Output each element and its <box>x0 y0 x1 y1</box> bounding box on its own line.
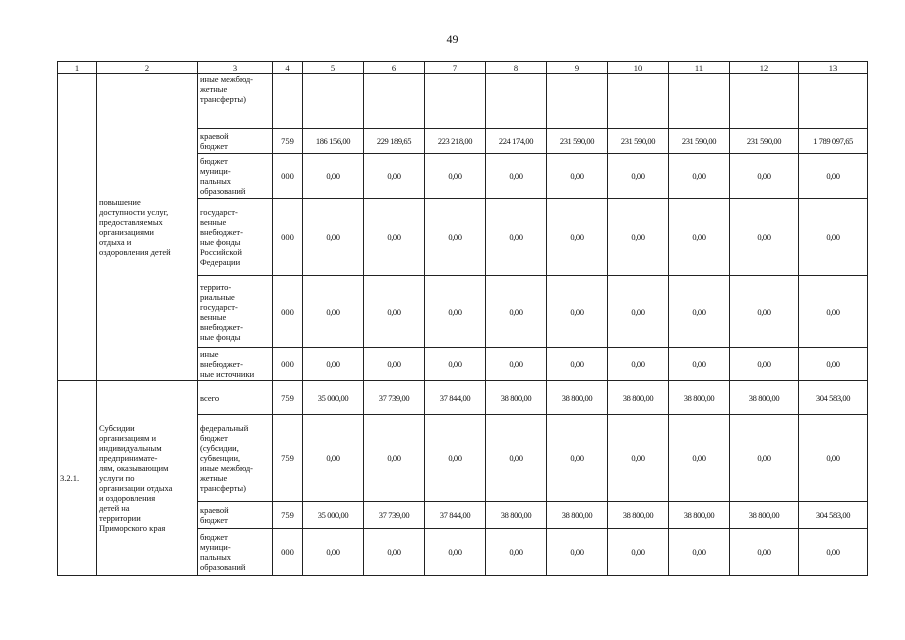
amount-cell: 0,00 <box>486 199 547 276</box>
description-line: услуги по <box>99 473 135 483</box>
amount-cell: 37 739,00 <box>364 502 425 529</box>
amount-cell: 38 800,00 <box>486 502 547 529</box>
amount-cell: 38 800,00 <box>547 381 608 415</box>
amount-cell: 0,00 <box>547 415 608 502</box>
amount-cell: 0,00 <box>547 529 608 576</box>
amount-cell: 0,00 <box>303 154 364 199</box>
funding-source-line: иные межбюд- <box>200 463 254 473</box>
funding-source-line: ные фонды <box>200 237 241 247</box>
funding-source <box>198 129 273 154</box>
amount-cell: 0,00 <box>669 276 730 348</box>
funding-source-line: бюджет <box>200 156 228 166</box>
amount-cell <box>669 74 730 129</box>
description-line: предпринимате- <box>99 453 158 463</box>
amount-cell: 0,00 <box>608 276 669 348</box>
budget-code: 759 <box>273 381 303 415</box>
amount-cell <box>799 74 868 129</box>
amount-cell: 35 000,00 <box>303 502 364 529</box>
funding-source <box>198 276 273 348</box>
amount-cell: 231 590,00 <box>730 129 799 154</box>
description-line: организации отдыха <box>99 483 173 493</box>
amount-cell: 231 590,00 <box>547 129 608 154</box>
amount-cell: 0,00 <box>364 529 425 576</box>
funding-source-line: муници- <box>200 166 231 176</box>
amount-cell: 229 189,65 <box>364 129 425 154</box>
amount-cell: 0,00 <box>669 199 730 276</box>
amount-cell: 38 800,00 <box>486 381 547 415</box>
amount-cell: 0,00 <box>547 199 608 276</box>
budget-code: 000 <box>273 199 303 276</box>
amount-cell: 35 000,00 <box>303 381 364 415</box>
amount-cell: 37 844,00 <box>425 381 486 415</box>
funding-source-line: краевой <box>200 505 229 515</box>
funding-source-line: образований <box>200 186 246 196</box>
description-line: Субсидии <box>99 423 135 433</box>
funding-source-line: трансферты) <box>200 94 246 104</box>
amount-cell: 0,00 <box>799 348 868 381</box>
amount-cell: 0,00 <box>303 415 364 502</box>
budget-table <box>57 61 868 576</box>
funding-source-line: Российской <box>200 247 242 257</box>
amount-cell: 0,00 <box>303 276 364 348</box>
page-number: 49 <box>446 32 459 46</box>
funding-source-line: ные фонды <box>200 331 241 342</box>
funding-source-line: риальные <box>200 291 235 302</box>
funding-source-line: всего <box>200 392 220 403</box>
amount-cell: 38 800,00 <box>608 381 669 415</box>
amount-cell: 0,00 <box>799 154 868 199</box>
amount-cell: 38 800,00 <box>547 502 608 529</box>
amount-cell: 231 590,00 <box>669 129 730 154</box>
amount-cell: 304 583,00 <box>799 381 868 415</box>
amount-cell: 38 800,00 <box>608 502 669 529</box>
funding-source-line: жетные <box>200 84 228 94</box>
funding-source <box>198 502 273 529</box>
amount-cell: 0,00 <box>364 348 425 381</box>
amount-cell: 0,00 <box>486 276 547 348</box>
funding-source-line: жетные <box>200 473 228 483</box>
funding-source-line: муници- <box>200 542 231 552</box>
amount-cell: 0,00 <box>547 276 608 348</box>
table-row <box>58 74 868 129</box>
column-number: 6 <box>364 62 425 74</box>
amount-cell: 0,00 <box>799 276 868 348</box>
amount-cell: 0,00 <box>799 529 868 576</box>
amount-cell: 0,00 <box>303 529 364 576</box>
amount-cell: 37 844,00 <box>425 502 486 529</box>
funding-source <box>198 381 273 415</box>
column-number: 1 <box>58 62 97 74</box>
table-row <box>58 381 868 415</box>
amount-cell: 0,00 <box>799 199 868 276</box>
description-line: детей на <box>99 503 130 513</box>
amount-cell <box>303 74 364 129</box>
funding-source <box>198 415 273 502</box>
amount-cell: 0,00 <box>364 415 425 502</box>
amount-cell: 223 218,00 <box>425 129 486 154</box>
amount-cell: 0,00 <box>425 276 486 348</box>
funding-source <box>198 74 273 129</box>
amount-cell <box>730 74 799 129</box>
amount-cell: 0,00 <box>425 154 486 199</box>
funding-source-line: субвенции, <box>200 453 241 463</box>
budget-code: 759 <box>273 502 303 529</box>
amount-cell: 37 739,00 <box>364 381 425 415</box>
amount-cell: 0,00 <box>799 415 868 502</box>
amount-cell: 0,00 <box>608 154 669 199</box>
column-number: 5 <box>303 62 364 74</box>
funding-source-line: венные <box>200 217 227 227</box>
funding-source-line: пальных <box>200 552 232 562</box>
column-number: 11 <box>669 62 730 74</box>
budget-code: 000 <box>273 276 303 348</box>
column-number: 8 <box>486 62 547 74</box>
amount-cell: 0,00 <box>486 348 547 381</box>
amount-cell: 0,00 <box>730 529 799 576</box>
funding-source-line: бюджет <box>200 141 228 151</box>
column-number: 12 <box>730 62 799 74</box>
funding-source-line: внебюджет- <box>200 321 243 332</box>
amount-cell: 0,00 <box>669 415 730 502</box>
amount-cell: 224 174,00 <box>486 129 547 154</box>
amount-cell: 0,00 <box>730 199 799 276</box>
funding-source <box>198 154 273 199</box>
description-line: отдыха и <box>99 237 132 247</box>
amount-cell: 0,00 <box>730 154 799 199</box>
item-index: 3.2.1. <box>58 381 97 576</box>
column-number: 7 <box>425 62 486 74</box>
column-number: 13 <box>799 62 868 74</box>
budget-code <box>273 74 303 129</box>
amount-cell: 0,00 <box>547 154 608 199</box>
funding-source-line: трансферты) <box>200 483 246 493</box>
description-line: предоставляемых <box>99 217 163 227</box>
funding-source-line: пальных <box>200 176 232 186</box>
funding-source-line: государст- <box>200 207 238 217</box>
amount-cell: 0,00 <box>669 529 730 576</box>
item-description <box>97 74 198 381</box>
amount-cell: 38 800,00 <box>730 381 799 415</box>
amount-cell: 0,00 <box>669 154 730 199</box>
amount-cell: 0,00 <box>608 415 669 502</box>
amount-cell: 0,00 <box>608 199 669 276</box>
column-number: 10 <box>608 62 669 74</box>
budget-code: 000 <box>273 154 303 199</box>
amount-cell: 0,00 <box>730 415 799 502</box>
amount-cell: 0,00 <box>425 348 486 381</box>
funding-source-line: (субсидии, <box>200 443 239 453</box>
amount-cell: 186 156,00 <box>303 129 364 154</box>
amount-cell: 0,00 <box>425 415 486 502</box>
funding-source-line: государст- <box>200 301 238 312</box>
amount-cell: 0,00 <box>547 348 608 381</box>
funding-source-line: внебюджет- <box>200 227 243 237</box>
amount-cell: 1 789 097,65 <box>799 129 868 154</box>
column-number: 3 <box>198 62 273 74</box>
column-number: 9 <box>547 62 608 74</box>
amount-cell <box>364 74 425 129</box>
funding-source-line: венные <box>200 311 227 322</box>
amount-cell: 0,00 <box>425 529 486 576</box>
funding-source-line: иные межбюд- <box>200 74 254 84</box>
amount-cell: 0,00 <box>425 199 486 276</box>
amount-cell <box>608 74 669 129</box>
amount-cell: 0,00 <box>486 529 547 576</box>
description-line: лям, оказывающим <box>99 463 169 473</box>
description-line: и оздоровления <box>99 493 156 503</box>
amount-cell: 0,00 <box>608 529 669 576</box>
amount-cell: 38 800,00 <box>730 502 799 529</box>
amount-cell: 0,00 <box>608 348 669 381</box>
description-line: оздоровления детей <box>99 247 171 257</box>
description-line: Приморского края <box>99 523 166 533</box>
funding-source-line: федеральный <box>200 423 249 433</box>
item-description <box>97 381 198 576</box>
amount-cell: 0,00 <box>364 199 425 276</box>
amount-cell <box>425 74 486 129</box>
amount-cell: 0,00 <box>669 348 730 381</box>
amount-cell: 0,00 <box>303 199 364 276</box>
description-line: повышение <box>99 197 141 207</box>
description-line: организациями <box>99 227 154 237</box>
funding-source-line: краевой <box>200 131 229 141</box>
funding-source-line: бюджет <box>200 532 228 542</box>
amount-cell: 0,00 <box>730 276 799 348</box>
budget-code: 000 <box>273 348 303 381</box>
description-line: доступности услуг, <box>99 207 169 217</box>
amount-cell <box>547 74 608 129</box>
column-number: 4 <box>273 62 303 74</box>
amount-cell: 304 583,00 <box>799 502 868 529</box>
budget-code: 759 <box>273 415 303 502</box>
description-line: территории <box>99 513 141 523</box>
funding-source <box>198 348 273 381</box>
amount-cell: 0,00 <box>486 154 547 199</box>
funding-source-line: бюджет <box>200 515 228 525</box>
amount-cell: 38 800,00 <box>669 381 730 415</box>
amount-cell: 0,00 <box>730 348 799 381</box>
funding-source-line: иные <box>200 349 219 359</box>
header-row <box>58 62 868 74</box>
funding-source <box>198 199 273 276</box>
column-number: 2 <box>97 62 198 74</box>
amount-cell: 38 800,00 <box>669 502 730 529</box>
amount-cell: 0,00 <box>486 415 547 502</box>
budget-code: 000 <box>273 529 303 576</box>
description-line: индивидуальным <box>99 443 162 453</box>
funding-source-line: ные источники <box>200 369 255 379</box>
funding-source-line: внебюджет- <box>200 359 243 369</box>
funding-source-line: бюджет <box>200 433 228 443</box>
funding-source-line: Федерации <box>200 257 241 267</box>
amount-cell: 0,00 <box>303 348 364 381</box>
funding-source-line: террито- <box>200 281 232 292</box>
funding-source <box>198 529 273 576</box>
amount-cell: 0,00 <box>364 154 425 199</box>
amount-cell <box>486 74 547 129</box>
amount-cell: 231 590,00 <box>608 129 669 154</box>
budget-code: 759 <box>273 129 303 154</box>
funding-source-line: образований <box>200 562 246 572</box>
description-line: организациям и <box>99 433 157 443</box>
amount-cell: 0,00 <box>364 276 425 348</box>
item-index <box>58 74 97 381</box>
